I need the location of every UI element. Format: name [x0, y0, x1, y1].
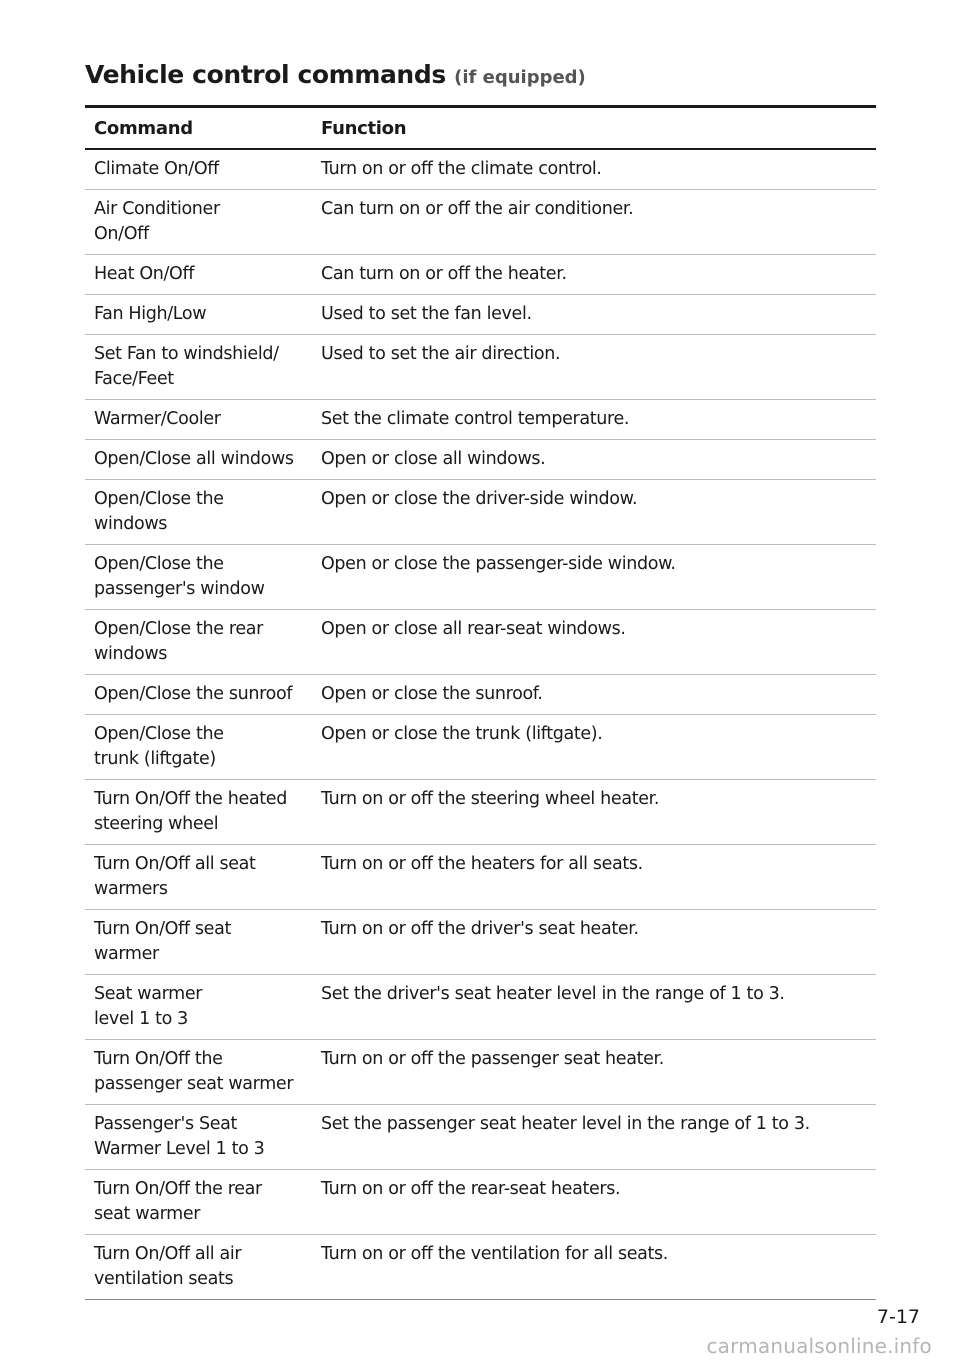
function-cell: Turn on or off the steering wheel heater.	[312, 780, 876, 845]
table-row	[85, 255, 876, 295]
table-row	[85, 1235, 876, 1300]
table-row	[85, 1105, 876, 1170]
function-cell: Turn on or off the passenger seat heater.	[312, 1040, 876, 1105]
function-cell: Used to set the air direction.	[312, 335, 876, 400]
command-cell	[85, 190, 312, 255]
command-cell	[85, 255, 312, 295]
table-body	[85, 149, 876, 1300]
command-cell	[85, 1040, 312, 1105]
command-text: trunk (liftgate)	[94, 749, 216, 769]
function-cell: Open or close all rear-seat windows.	[312, 610, 876, 675]
table-row	[85, 545, 876, 610]
table-row	[85, 845, 876, 910]
function-cell: Turn on or off the ventilation for all seats.	[312, 1235, 876, 1300]
command-text: Face/Feet	[94, 369, 174, 389]
function-cell: Can turn on or off the air conditioner.	[312, 190, 876, 255]
command-cell	[85, 400, 312, 440]
function-cell: Set the driver's seat heater level in the range of 1 to 3.	[312, 975, 876, 1040]
command-cell	[85, 910, 312, 975]
command-text: Warmer Level 1 to 3	[94, 1139, 265, 1159]
command-cell	[85, 780, 312, 845]
command-text: Open/Close the	[94, 489, 224, 509]
page-number: 7-17	[876, 1306, 920, 1328]
header-command: Command	[85, 107, 312, 150]
command-text: Air Conditioner	[94, 199, 220, 219]
function-cell: Turn on or off the climate control.	[312, 149, 876, 190]
command-text: Turn On/Off the rear	[94, 1179, 262, 1199]
table-row	[85, 400, 876, 440]
function-cell: Open or close all windows.	[312, 440, 876, 480]
command-cell	[85, 1105, 312, 1170]
command-text: Turn On/Off all air	[94, 1244, 242, 1264]
table-row	[85, 715, 876, 780]
command-text: Open/Close the sunroof	[94, 684, 293, 704]
function-cell: Can turn on or off the heater.	[312, 255, 876, 295]
command-text: Climate On/Off	[94, 159, 219, 179]
command-text: Warmer/Cooler	[94, 409, 221, 429]
command-text: seat warmer	[94, 1204, 201, 1224]
function-cell: Open or close the sunroof.	[312, 675, 876, 715]
function-cell: Turn on or off the heaters for all seats.	[312, 845, 876, 910]
command-text: On/Off	[94, 224, 149, 244]
function-cell: Open or close the trunk (liftgate).	[312, 715, 876, 780]
command-text: Open/Close the	[94, 724, 224, 744]
table-row	[85, 780, 876, 845]
command-cell	[85, 440, 312, 480]
command-text: steering wheel	[94, 814, 219, 834]
command-text: Open/Close the	[94, 554, 224, 574]
command-text: Turn On/Off seat	[94, 919, 231, 939]
command-cell	[85, 545, 312, 610]
command-text: Turn On/Off the	[94, 1049, 223, 1069]
command-cell	[85, 149, 312, 190]
function-cell: Open or close the driver-side window.	[312, 480, 876, 545]
command-text: level 1 to 3	[94, 1009, 188, 1029]
table-header-row	[85, 107, 876, 150]
table-row	[85, 190, 876, 255]
table-row	[85, 1170, 876, 1235]
command-text: Fan High/Low	[94, 304, 207, 324]
command-cell	[85, 1170, 312, 1235]
command-text: windows	[94, 644, 168, 664]
function-cell: Set the climate control temperature.	[312, 400, 876, 440]
command-text: warmers	[94, 879, 168, 899]
command-text: Seat warmer	[94, 984, 203, 1004]
table-row	[85, 440, 876, 480]
table-row	[85, 149, 876, 190]
command-text: warmer	[94, 944, 159, 964]
table-row	[85, 295, 876, 335]
command-text: passenger seat warmer	[94, 1074, 294, 1094]
table-row	[85, 610, 876, 675]
section-title-text: Vehicle control commands	[85, 60, 446, 89]
table-row	[85, 1040, 876, 1105]
command-text: passenger's window	[94, 579, 265, 599]
table-row	[85, 335, 876, 400]
command-text: Open/Close all windows	[94, 449, 294, 469]
command-text: ventilation seats	[94, 1269, 234, 1289]
function-cell: Turn on or off the driver's seat heater.	[312, 910, 876, 975]
command-cell	[85, 975, 312, 1040]
table-row	[85, 975, 876, 1040]
command-text: Open/Close the rear	[94, 619, 263, 639]
table-row	[85, 910, 876, 975]
command-text: Turn On/Off the heated	[94, 789, 287, 809]
function-cell: Turn on or off the rear-seat heaters.	[312, 1170, 876, 1235]
command-cell	[85, 295, 312, 335]
header-function: Function	[312, 107, 876, 150]
command-cell	[85, 845, 312, 910]
watermark: carmanualsonline.info	[706, 1334, 932, 1358]
command-text: Set Fan to windshield/	[94, 344, 279, 364]
section-title-note: (if equipped)	[454, 67, 586, 88]
command-cell	[85, 675, 312, 715]
command-text: Passenger's Seat	[94, 1114, 238, 1134]
command-cell	[85, 610, 312, 675]
command-text: Turn On/Off all seat	[94, 854, 256, 874]
command-cell	[85, 715, 312, 780]
function-cell: Set the passenger seat heater level in the range of 1 to 3.	[312, 1105, 876, 1170]
function-cell: Open or close the passenger-side window.	[312, 545, 876, 610]
command-text: windows	[94, 514, 168, 534]
command-cell	[85, 1235, 312, 1300]
function-cell: Used to set the fan level.	[312, 295, 876, 335]
command-cell	[85, 480, 312, 545]
command-cell	[85, 335, 312, 400]
section-title	[85, 60, 586, 89]
table-row	[85, 480, 876, 545]
table-row	[85, 675, 876, 715]
command-table	[85, 105, 876, 1300]
command-text: Heat On/Off	[94, 264, 195, 284]
